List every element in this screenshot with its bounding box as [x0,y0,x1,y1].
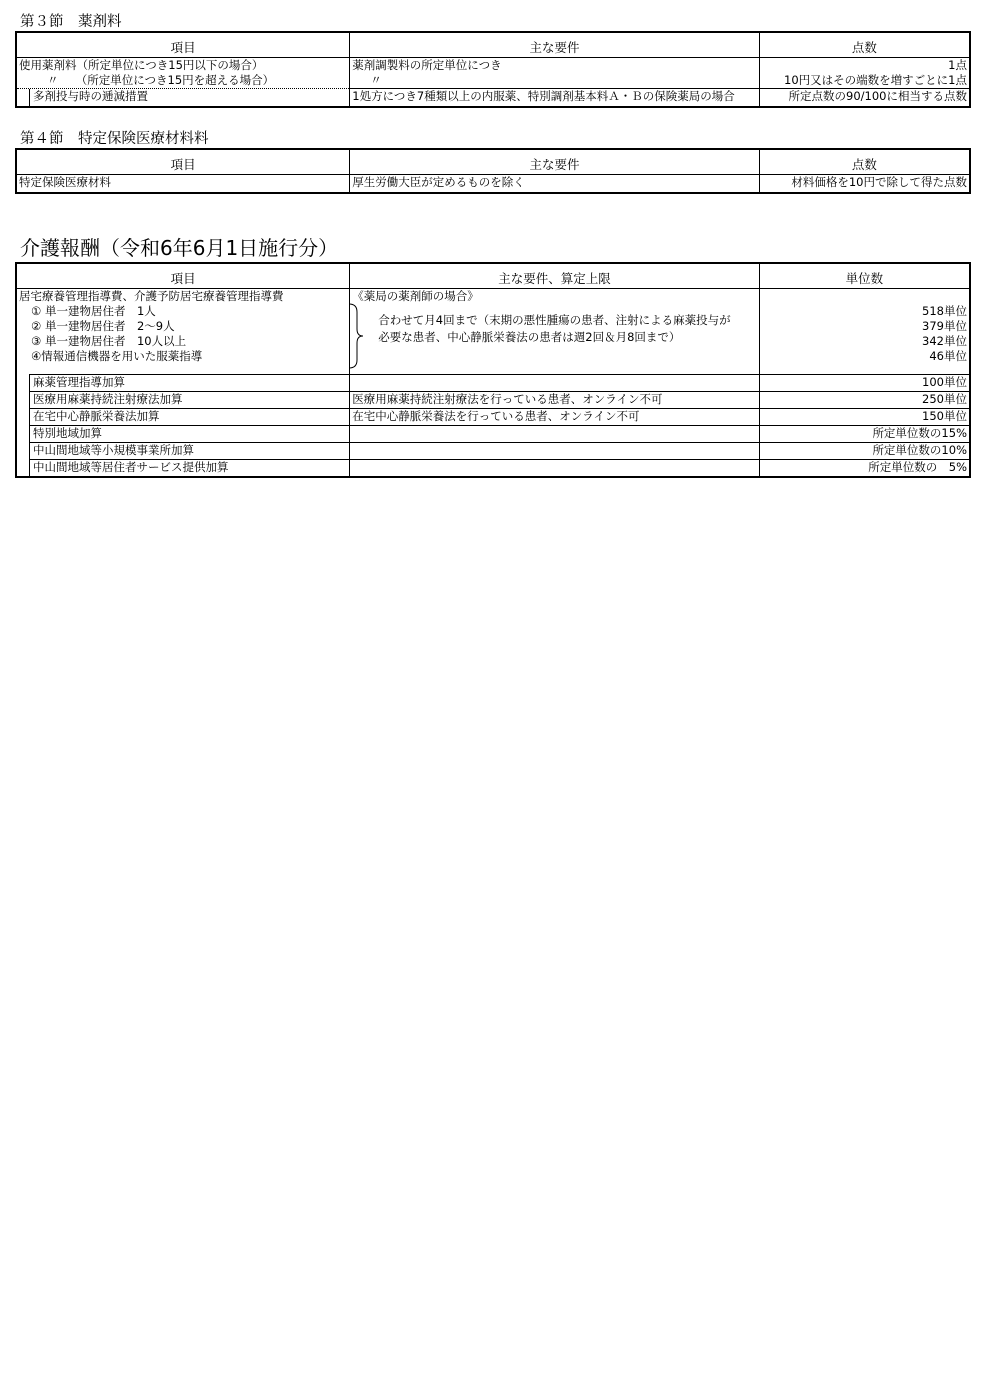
row-requirements: 1処方につき7種類以上の内服薬、特別調剤基本料Ａ・Ｂの保険薬局の場合 [350,89,759,108]
material-fee-table [15,148,971,194]
addition-units: 所定単位数の 5% [759,459,970,477]
row-points: 所定点数の90/100に相当する点数 [759,89,970,108]
addition-requirement [350,442,759,459]
sub-item-units: 342単位 [922,334,967,348]
row-points: 10円又はその端数を増すごとに1点 [784,73,967,87]
drug-fee-table [15,31,971,108]
row-item: 使用薬剤料（所定単位につき15円以下の場合） [16,58,350,74]
addition-item: 麻薬管理指導加算 [29,374,349,391]
table-row [16,408,970,425]
row-item: 特定保険医療材料 [16,175,350,194]
table-header [16,32,970,58]
sub-item: ③ 単一建物居住者 10人以上 [31,334,187,348]
addition-units: 150単位 [759,408,970,425]
table-row [16,459,970,477]
table-row [16,391,970,408]
table-row [16,73,970,89]
row-points: 1点 [948,58,967,72]
addition-units: 100単位 [759,374,970,391]
table-header [16,263,970,289]
sub-item-units: 46単位 [929,349,967,363]
addition-units: 所定単位数の10% [759,442,970,459]
table-row [16,425,970,442]
row-requirements: 〃 [350,73,759,89]
table-row [16,374,970,391]
sub-item-units: 518単位 [922,304,967,318]
sub-item-units: 379単位 [922,319,967,333]
table-row [16,442,970,459]
table-row [16,58,970,74]
addition-requirement [350,374,759,391]
header-points: 点数 [759,149,970,175]
main-service-requirement: 《薬局の薬剤師の場合》 [352,289,479,303]
main-service-block [16,289,970,375]
addition-item: 中山間地域等居住者サービス提供加算 [29,459,349,476]
header-requirements: 主な要件、算定上限 [350,263,759,289]
limit-note-line2: 必要な患者、中心静脈栄養法の患者は週2回＆月8回まで） [378,330,681,344]
addition-requirement: 在宅中心静脈栄養法を行っている患者、オンライン不可 [350,408,759,425]
row-requirements: 薬剤調製料の所定単位につき [350,58,759,74]
row-points: 材料価格を10円で除して得た点数 [791,175,967,189]
header-item: 項目 [16,263,350,289]
header-points: 点数 [759,32,970,58]
care-fee-table [15,262,971,478]
sub-item: ② 単一建物居住者 2～9人 [31,319,175,333]
row-requirements: 厚生労働大臣が定めるものを除く [350,175,759,194]
curly-brace-icon [347,303,365,369]
addition-item: 医療用麻薬持続注射療法加算 [29,391,349,408]
header-item: 項目 [16,32,350,58]
section3-title: 第３節 薬剤料 [20,14,122,30]
addition-item: 中山間地域等小規模事業所加算 [29,442,349,459]
table-header [16,149,970,175]
addition-item: 在宅中心静脈栄養法加算 [29,408,349,425]
addition-requirement: 医療用麻薬持続注射療法を行っている患者、オンライン不可 [350,391,759,408]
care-fee-title: 介護報酬（令和6年6月1日施行分） [20,236,339,260]
addition-units: 250単位 [759,391,970,408]
addition-requirement [350,459,759,477]
sub-item: ① 単一建物居住者 1人 [31,304,156,318]
main-service-item: 居宅療養管理指導費、介護予防居宅療養管理指導費 [19,289,284,303]
addition-requirement [350,425,759,442]
table-row [16,175,970,194]
header-units: 単位数 [759,263,970,289]
header-requirements: 主な要件 [350,149,759,175]
addition-item: 特別地域加算 [29,425,349,442]
row-item: 多剤投与時の逓減措置 [29,89,349,106]
sub-item: ④情報通信機器を用いた服薬指導 [31,349,203,363]
section4-title: 第４節 特定保険医療材料料 [20,131,209,147]
table-row [16,89,970,108]
addition-units: 所定単位数の15% [759,425,970,442]
header-requirements: 主な要件 [350,32,759,58]
limit-note-line1: 合わせて月4回まで（末期の悪性腫瘍の患者、注射による麻薬投与が [378,313,731,327]
header-item: 項目 [16,149,350,175]
row-item: 〃 （所定単位につき15円を超える場合） [16,73,350,89]
